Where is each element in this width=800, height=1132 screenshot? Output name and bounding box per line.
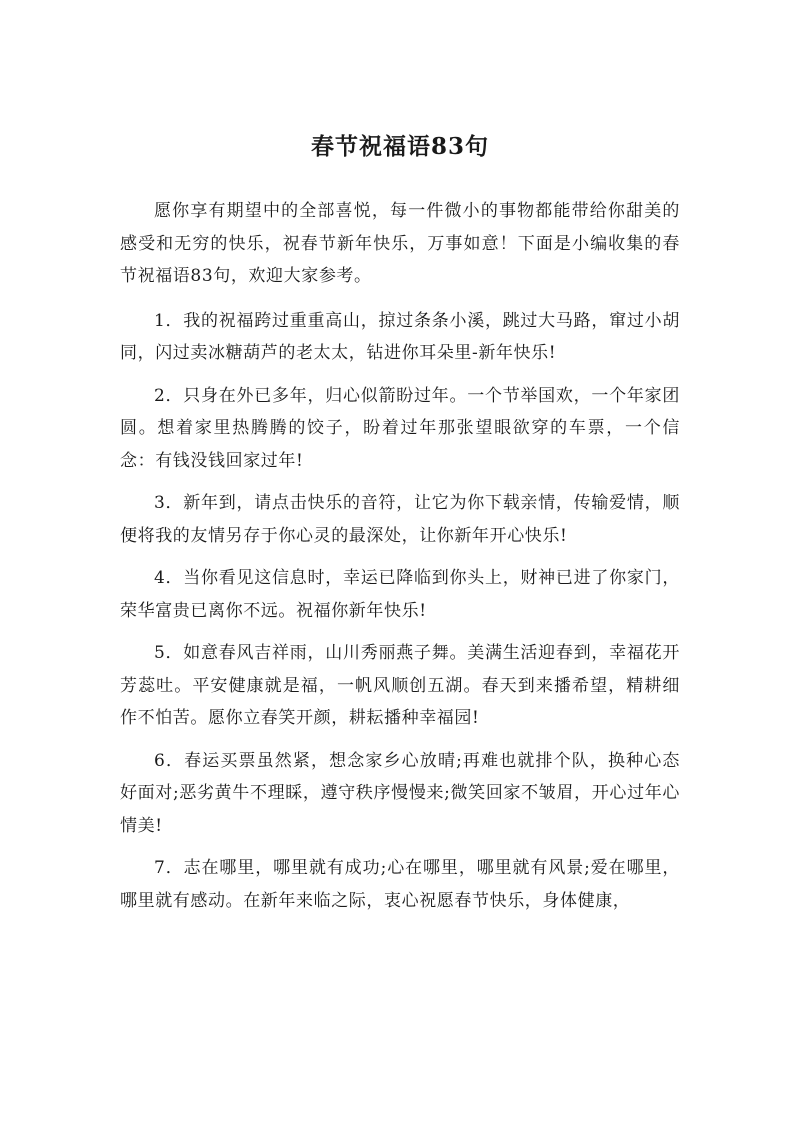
document-title: 春节祝福语83句	[310, 133, 489, 160]
blessing-item-2: 2．只身在外已多年，归心似箭盼过年。一个节举国欢，一个年家团圆。想着家里热腾腾的饺子，盼着过年那张望眼欲穿的车票，一个信念：有钱没钱回家过年!	[120, 385, 680, 471]
blessing-item-6: 6．春运买票虽然紧，想念家乡心放晴;再难也就排个队，换种心态好面对;恶劣黄牛不理睬，遵守秩序慢慢来;微笑回家不皱眉，开心过年心情美!	[120, 750, 680, 836]
blessing-item-5: 5．如意春风吉祥雨，山川秀丽燕子舞。美满生活迎春到，幸福花开芳蕊吐。平安健康就是福，一帆风顺创五湖。春天到来播希望，精耕细作不怕苦。愿你立春笑开颜，耕耘播种幸福园!	[120, 643, 680, 728]
intro-paragraph: 愿你享有期望中的全部喜悦，每一件微小的事物都能带给你甜美的感受和无穷的快乐，祝春节新年快乐，万事如意！下面是小编收集的春节祝福语83句，欢迎大家参考。	[120, 201, 680, 286]
blessing-item-1: 1．我的祝福跨过重重高山，掠过条条小溪，跳过大马路，窜过小胡同，闪过卖冰糖葫芦的老太太，钻进你耳朵里-新年快乐!	[120, 310, 680, 363]
blessing-item-7: 7．志在哪里，哪里就有成功;心在哪里，哪里就有风景;爱在哪里，哪里就有感动。在新年来临之际，衷心祝愿春节快乐，身体健康，	[120, 858, 680, 911]
blessing-item-3: 3．新年到，请点击快乐的音符，让它为你下载亲情，传输爱情，顺便将我的友情另存于你心灵的最深处，让你新年开心快乐!	[120, 493, 680, 546]
blessing-item-4: 4．当你看见这信息时，幸运已降临到你头上，财神已进了你家门，荣华富贵已离你不远。祝福你新年快乐!	[120, 568, 680, 621]
document-page	[120, 128, 680, 927]
